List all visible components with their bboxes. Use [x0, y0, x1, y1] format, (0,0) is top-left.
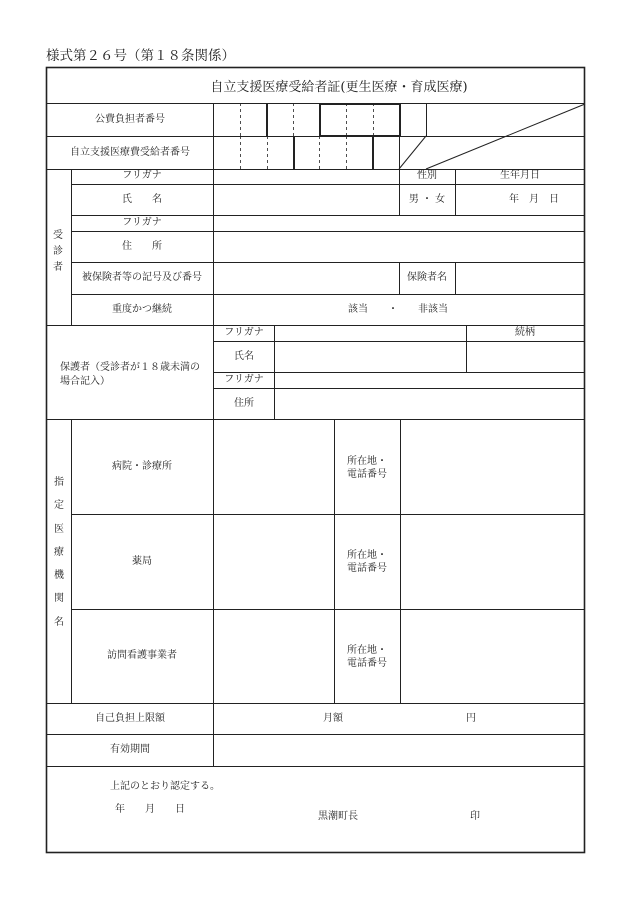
validity-period-label: 有効期間 — [110, 744, 150, 755]
form-title: 自立支援医療受給者証(更生医療・育成医療) — [210, 80, 468, 95]
guardian-name-label: 氏名 — [234, 351, 254, 362]
pharmacy-location-label: 所在地・ 電話番号 — [347, 550, 387, 574]
guardian-furigana2-label: フリガナ — [224, 374, 264, 385]
patient-furigana-label: フリガナ — [122, 170, 162, 181]
insured-number-label: 被保険者等の記号及び番号 — [82, 272, 202, 283]
dob-label: 生年月日 — [500, 170, 540, 181]
certification-date: 年 月 日 — [115, 804, 185, 815]
sex-label: 性別 — [417, 170, 437, 181]
nursing-location-label: 所在地・ 電話番号 — [347, 645, 387, 669]
severe-continuing-label: 重度かつ継続 — [112, 304, 172, 315]
guardian-relation-label: 続柄 — [515, 327, 535, 338]
seal-mark: 印 — [470, 811, 480, 822]
sex-options: 男 ・ 女 — [408, 194, 446, 205]
patient-furigana2-label: フリガナ — [122, 217, 162, 228]
guardian-label: 保護者（受診者が１８歳未満の 場合記入） — [60, 362, 200, 387]
yen-label: 円 — [466, 713, 476, 724]
form-number: 様式第２６号（第１８条関係） — [46, 48, 235, 64]
hospital-location-label: 所在地・ 電話番号 — [347, 456, 387, 480]
patient-section-label: 受 診 者 — [53, 230, 63, 273]
guardian-furigana-label: フリガナ — [224, 327, 264, 338]
nursing-provider-label: 訪問看護事業者 — [107, 650, 177, 661]
institution-section-label: 指 定 医 療 機 関 名 — [54, 477, 64, 628]
public-expense-number-label: 公費負担者番号 — [95, 114, 165, 125]
insurer-name-label: 保険者名 — [407, 272, 447, 283]
patient-address-label: 住 所 — [122, 241, 162, 252]
patient-name-label: 氏 名 — [122, 194, 162, 205]
guardian-address-label: 住所 — [234, 398, 254, 409]
monthly-label: 月額 — [323, 713, 343, 724]
copay-limit-label: 自己負担上限額 — [95, 713, 165, 724]
dob-format: 年 月 日 — [509, 194, 559, 205]
issuer-name: 黒潮町長 — [318, 811, 358, 822]
certification-statement: 上記のとおり認定する。 — [110, 781, 220, 792]
severe-continuing-options: 該当 ・ 非該当 — [348, 304, 448, 315]
hospital-label: 病院・診療所 — [112, 461, 172, 472]
pharmacy-label: 薬局 — [132, 556, 152, 567]
recipient-number-label: 自立支援医療費受給者番号 — [70, 147, 190, 158]
